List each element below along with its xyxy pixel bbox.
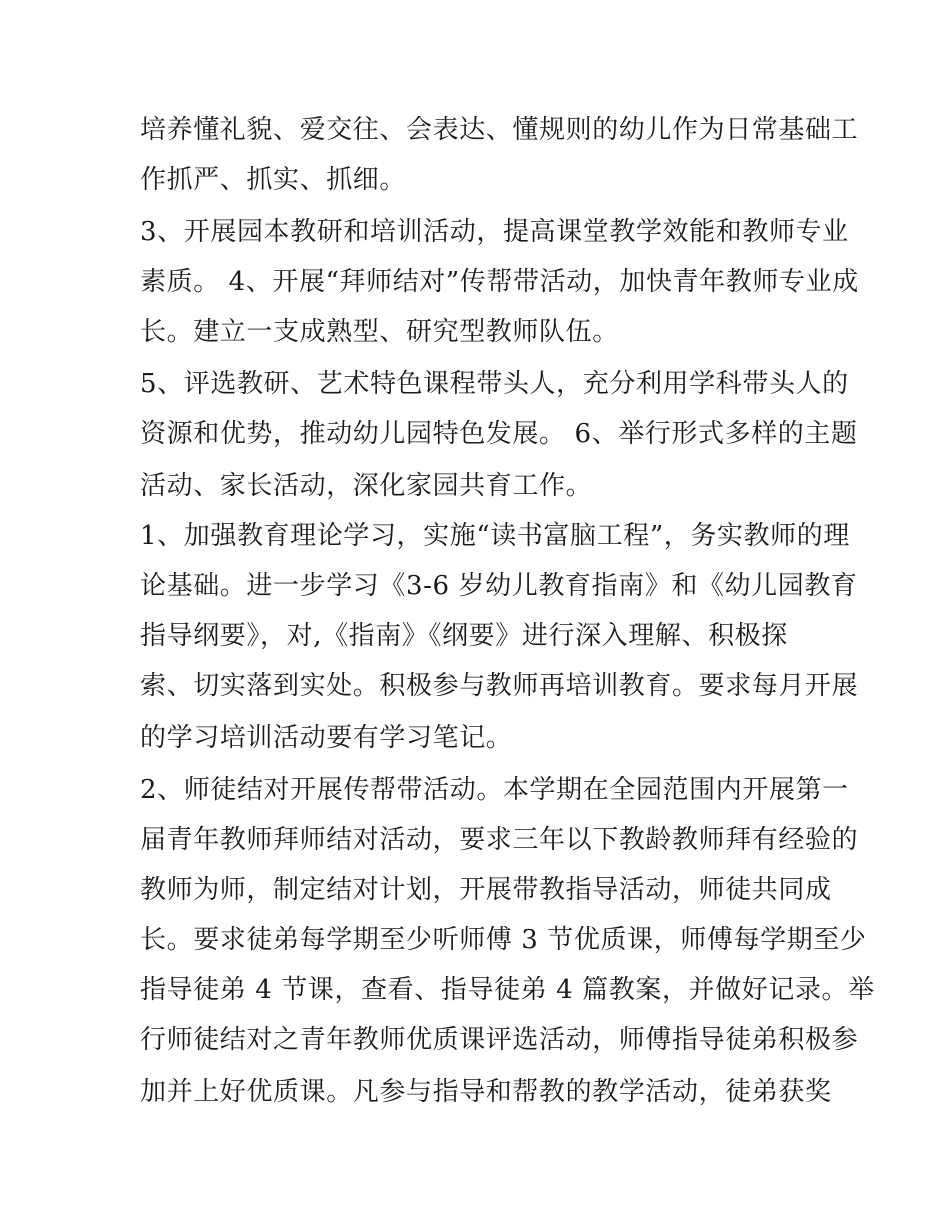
text-line: 活动、家长活动，深化家园共育工作。 [140, 471, 593, 501]
text-line: 的学习培训活动要有学习笔记。 [140, 723, 513, 753]
text-line: 作抓严、抓实、抓细。 [140, 165, 407, 195]
text-line: 加并上好优质课。凡参与指导和帮教的教学活动，徒弟获奖 [140, 1077, 832, 1107]
text-line: 培养懂礼貌、爱交往、会表达、懂规则的幼儿作为日常基础工 [140, 115, 859, 145]
text-line: 素质。 4、开展“拜师结对”传帮带活动，加快青年教师专业成 [140, 267, 859, 297]
text-line: 教师为师，制定结对计划，开展带教指导活动，师徒共同成 [140, 875, 832, 905]
text-line: 长。要求徒弟每学期至少听师傅 3 节优质课，师傅每学期至少 [140, 925, 867, 955]
text-line: 届青年教师拜师结对活动，要求三年以下教龄教师拜有经验的 [140, 825, 859, 855]
text-line: 指导纲要》，对,《指南》《纲要》进行深入理解、积极探 [140, 621, 788, 651]
text-line: 长。建立一支成熟型、研究型教师队伍。 [140, 317, 619, 347]
text-line: 2、师徒结对开展传帮带活动。本学期在全园范围内开展第一 [140, 775, 849, 805]
text-line: 索、切实落到实处。积极参与教师再培训教育。要求每月开展 [140, 671, 859, 701]
text-line: 行师徒结对之青年教师优质课评选活动，师傅指导徒弟积极参 [140, 1025, 859, 1055]
text-line: 5、评选教研、艺术特色课程带头人，充分利用学科带头人的 [140, 369, 849, 399]
text-line: 论基础。进一步学习《3-6 岁幼儿教育指南》和《幼儿园教育 [140, 571, 858, 601]
text-line: 指导徒弟 4 节课，查看、指导徒弟 4 篇教案，并做好记录。举 [140, 975, 875, 1005]
text-line: 3、开展园本教研和培训活动，提高课堂教学效能和教师专业 [140, 217, 849, 247]
text-line: 资源和优势，推动幼儿园特色发展。 6、举行形式多样的主题 [140, 419, 858, 449]
text-line: 1、加强教育理论学习，实施“读书富脑工程”，务实教师的理 [140, 521, 850, 551]
